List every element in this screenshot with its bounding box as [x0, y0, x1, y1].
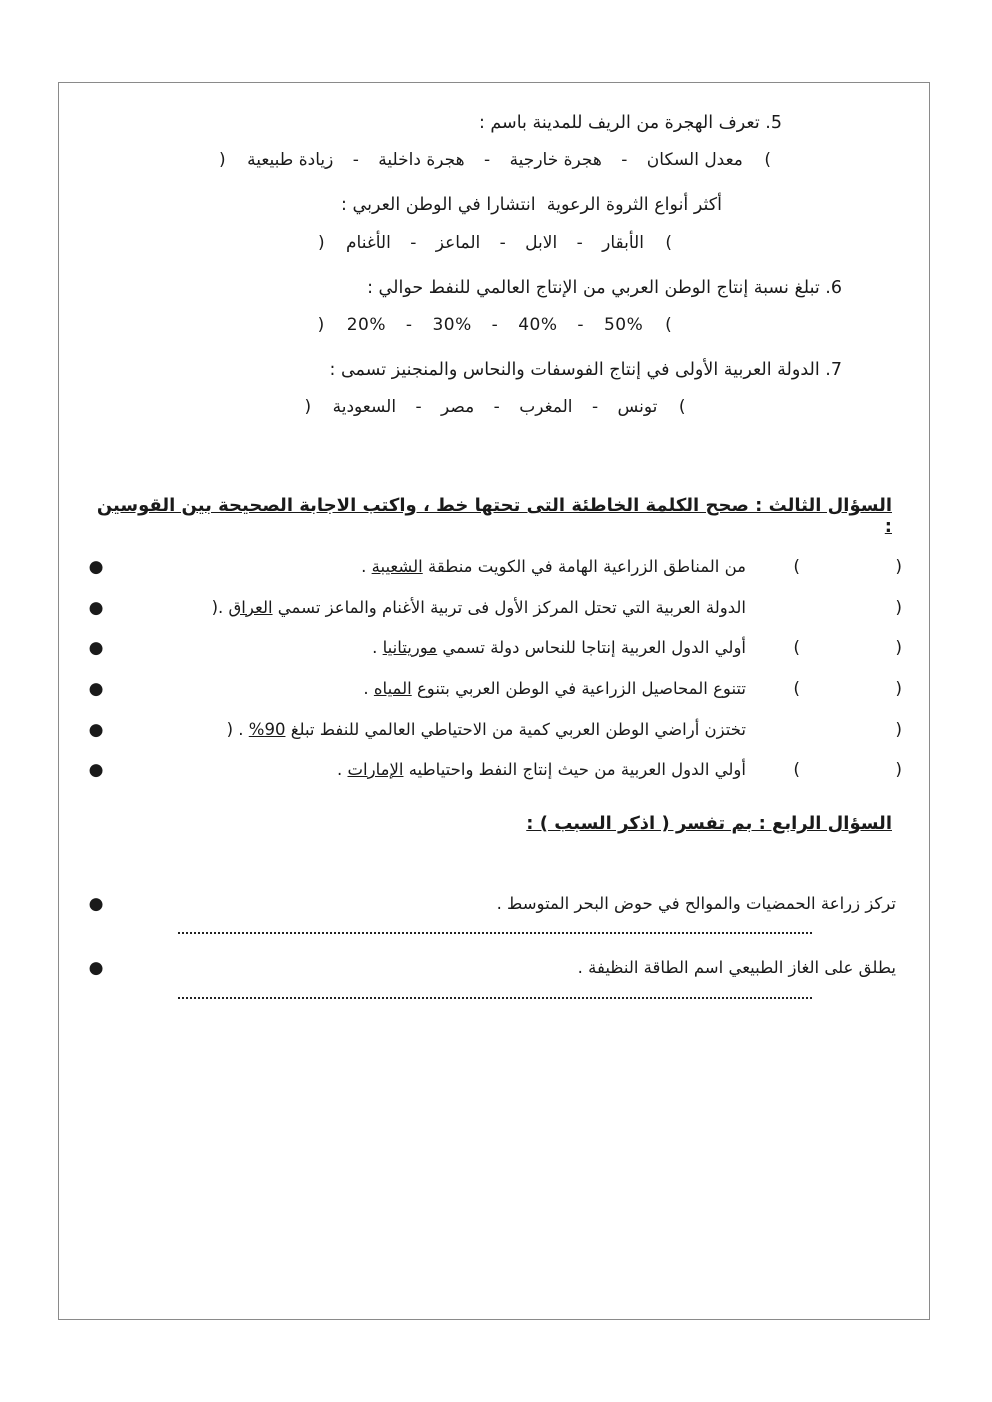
statement-pre: تتنوع المحاصيل الزراعية في الوطن العربي بتنوع: [411, 678, 746, 698]
dash-separator: -: [491, 314, 499, 335]
dash-separator: -: [415, 397, 422, 417]
question-6-stem: 6. تبلغ نسبة إنتاج الوطن العربي من الإنتاج العالمي للنفط حوالي :: [367, 277, 842, 298]
option[interactable]: زيادة طبيعية: [247, 150, 334, 171]
question-7-stem: 7. الدولة العربية الأولى في إنتاج الفوسفات والنحاس والمنجنيز تسمى :: [329, 359, 842, 380]
dash-separator: -: [591, 397, 599, 417]
dash-separator: -: [621, 150, 628, 171]
open-paren: ): [793, 557, 800, 577]
underlined-word: المياه: [373, 678, 412, 698]
question-6a-options: [88, 233, 902, 253]
list-item: [88, 758, 902, 783]
statement-post: .: [361, 557, 372, 576]
statement-text: [104, 555, 752, 579]
statement-text: [104, 596, 752, 620]
answer-parentheses[interactable]: [752, 596, 902, 621]
bullet-icon: ●: [88, 597, 104, 618]
dash-separator: -: [405, 314, 413, 335]
close-paren: (: [317, 314, 325, 335]
bullet-icon: ●: [88, 678, 104, 699]
option[interactable]: المغرب: [519, 397, 573, 417]
dash-separator: -: [493, 397, 500, 417]
question-5-stem: 5. تعرف الهجرة من الريف للمدينة باسم :: [478, 113, 782, 133]
underlined-word: الإمارات: [347, 760, 404, 780]
close-paren: (: [895, 719, 902, 740]
list-item: [88, 718, 902, 743]
close-paren: (: [317, 232, 325, 253]
dash-separator: -: [576, 232, 583, 253]
answer-parentheses[interactable]: [752, 636, 902, 661]
statement-post: .: [337, 760, 348, 780]
question-5-options: [88, 150, 902, 170]
underlined-word: الشعيبة: [371, 557, 423, 576]
open-paren: ): [764, 150, 771, 171]
option[interactable]: السعودية: [332, 397, 397, 417]
option[interactable]: الأغنام: [346, 232, 391, 253]
statement-text: [104, 636, 752, 660]
open-paren: ): [793, 678, 800, 699]
underlined-word: العراق: [228, 597, 273, 617]
answer-parentheses[interactable]: [752, 718, 902, 743]
bullet-icon: ●: [88, 958, 104, 979]
reason-prompt: تركز زراعة الحمضيات والموالح في حوض البحر المتوسط .: [496, 893, 896, 913]
answer-parentheses[interactable]: [752, 758, 902, 783]
statement-post: .: [372, 638, 383, 658]
statement-pre: أولي الدول العربية من حيث إنتاج النفط واحتياطيه: [403, 760, 746, 780]
statement-text: [104, 677, 752, 701]
open-paren: ): [793, 760, 800, 781]
section-3-list: [88, 555, 902, 783]
dash-separator: -: [352, 150, 359, 171]
bullet-icon: ●: [88, 719, 104, 740]
close-paren: (: [895, 557, 902, 577]
dash-separator: -: [484, 150, 491, 171]
list-item: [88, 596, 902, 621]
open-paren: ): [793, 638, 800, 659]
option[interactable]: 50%: [603, 314, 644, 335]
question-6a-stem: أكثر أنواع الثروة الرعوية انتشارا في الوطن العربي :: [341, 195, 722, 216]
statement-post: .: [363, 678, 374, 698]
option[interactable]: الابل: [525, 232, 558, 253]
reason-prompt: يطلق على الغاز الطبيعي اسم الطاقة النظيفة .: [577, 958, 896, 978]
dash-separator: -: [499, 232, 506, 253]
statement-text: [104, 718, 752, 742]
question-6-options: [88, 315, 902, 335]
option[interactable]: مصر: [441, 397, 475, 417]
underlined-word: موريتانيا: [382, 638, 438, 658]
question-7-options: [88, 397, 902, 417]
section-4-title: السؤال الرابع : بم تفسر ( اذكر السبب ) :: [526, 812, 892, 834]
answer-parentheses[interactable]: [752, 555, 902, 580]
answer-dotted-line[interactable]: [178, 997, 812, 999]
option[interactable]: 30%: [432, 314, 472, 335]
dash-separator: -: [577, 314, 585, 335]
statement-pre: الدولة العربية التي تحتل المركز الأول فى تربية الأغنام والماعز تسمي: [272, 597, 746, 617]
answer-parentheses[interactable]: [752, 677, 902, 702]
list-item: [88, 677, 902, 702]
list-item: [88, 636, 902, 661]
option[interactable]: هجرة خارجية: [509, 150, 602, 171]
open-paren: ): [678, 397, 686, 417]
list-item: [88, 956, 902, 981]
list-item: [88, 892, 902, 917]
option[interactable]: معدل السكان: [646, 150, 743, 171]
option[interactable]: 40%: [518, 314, 558, 335]
section-3-title: السؤال الثالث : صحح الكلمة الخاطئة التى تحتها خط ، واكتب الاجابة الصحيحة بين القوسين :: [96, 495, 892, 537]
option[interactable]: 20%: [346, 314, 387, 335]
open-paren: ): [665, 314, 673, 335]
bullet-icon: ●: [88, 760, 104, 781]
option[interactable]: الماعز: [435, 232, 481, 253]
statement-post: . (: [226, 719, 249, 739]
statement-pre: من المناطق الزراعية الهامة في الكويت منطقة: [422, 557, 746, 576]
bullet-icon: ●: [88, 893, 104, 914]
bullet-icon: ●: [88, 557, 104, 577]
statement-text: [104, 758, 752, 782]
open-paren: ): [665, 232, 673, 253]
option[interactable]: هجرة داخلية: [378, 150, 465, 171]
list-item: [88, 555, 902, 580]
option[interactable]: تونس: [617, 397, 658, 417]
section-4-list: [88, 892, 902, 917]
close-paren: (: [219, 150, 226, 171]
bullet-icon: ●: [88, 638, 104, 659]
document-content: [70, 100, 920, 1021]
close-paren: (: [895, 678, 902, 699]
close-paren: (: [304, 397, 312, 417]
close-paren: (: [895, 760, 902, 781]
statement-post: .(: [211, 597, 229, 617]
close-paren: (: [895, 638, 902, 659]
statement-pre: تختزن أراضي الوطن العربي كمية من الاحتياطي العالمي للنفط تبلغ: [285, 719, 746, 739]
section-4-list-2: [88, 956, 902, 981]
underlined-word: 90%: [248, 719, 286, 739]
dash-separator: -: [410, 232, 417, 253]
answer-dotted-line[interactable]: [178, 932, 812, 934]
statement-pre: أولي الدول العربية إنتاجا للنحاس دولة تسمي: [437, 638, 746, 658]
close-paren: (: [895, 597, 902, 618]
option[interactable]: الأبقار: [602, 232, 644, 253]
